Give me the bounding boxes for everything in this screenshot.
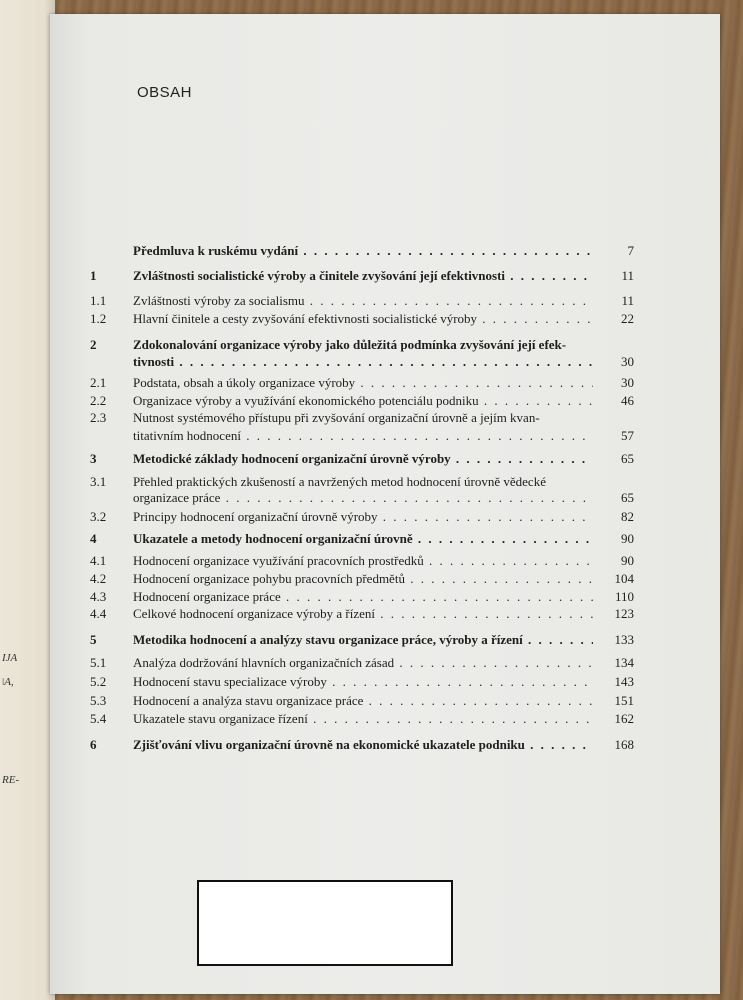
toc-page-number: 30 <box>621 354 634 369</box>
toc-title: Hodnocení stavu specializace výroby . . . <box>133 674 593 690</box>
toc-title: Celkové hodnocení organizace výroby a řízení . . . <box>133 606 593 622</box>
toc-page-number: 11 <box>621 268 634 283</box>
toc-number: 4.3 <box>90 589 107 604</box>
toc-number: 2.3 <box>90 410 107 425</box>
toc-number: 2.1 <box>90 375 107 390</box>
toc-page-number: 90 <box>621 531 634 546</box>
toc-number: 2.2 <box>90 393 107 408</box>
toc-number: 4.2 <box>90 571 107 586</box>
toc-page-number: 7 <box>627 243 634 258</box>
toc-number: 3.1 <box>90 474 107 489</box>
toc-number: 5.4 <box>90 711 107 726</box>
toc-page-number: 134 <box>614 655 634 670</box>
left-page-fragment: ǀA, <box>2 676 14 688</box>
toc-number: 1.1 <box>90 293 107 308</box>
toc-title: Analýza dodržování hlavních organizačních zásad . . . <box>133 655 593 671</box>
toc-number: 1.2 <box>90 311 107 326</box>
toc-title: Zdokonalování organizace výroby jako důležitá podmínka zvyšování její efek- <box>133 337 567 352</box>
toc-number: 5.1 <box>90 655 107 670</box>
toc-page-number: 46 <box>621 393 634 408</box>
toc-page-number: 65 <box>621 451 634 466</box>
toc-title: Podstata, obsah a úkoly organizace výroby . . . <box>133 375 593 391</box>
toc-title: Hodnocení a analýza stavu organizace práce . . . <box>133 693 593 709</box>
toc-page-number: 82 <box>621 509 634 524</box>
toc-title: Nutnost systémového přístupu při zvyšování organizační úrovně a jejím kvan- <box>133 410 540 425</box>
toc-title: Metodika hodnocení a analýzy stavu organizace práce, výroby a řízení . . . <box>133 632 593 648</box>
toc-title-line2: titativním hodnocení . . . <box>133 428 593 444</box>
toc-page-number: 57 <box>621 428 634 443</box>
toc-number: 3.2 <box>90 509 107 524</box>
toc-number: 2 <box>90 337 97 352</box>
toc-title: Principy hodnocení organizační úrovně výroby . . . <box>133 509 593 525</box>
toc-page-number: 110 <box>614 589 634 604</box>
toc-number: 5.2 <box>90 674 107 689</box>
toc-number: 3 <box>90 451 97 466</box>
toc-title: Ukazatele a metody hodnocení organizační úrovně . . . <box>133 531 593 547</box>
toc-number: 5 <box>90 632 97 647</box>
toc-page-number: 65 <box>621 490 634 505</box>
toc-title: Hodnocení organizace pohybu pracovních předmětů . . . <box>133 571 593 587</box>
toc-title: Zvláštnosti výroby za socialismu . . . <box>133 293 593 309</box>
toc-title: Ukazatele stavu organizace řízení . . . <box>133 711 593 727</box>
toc-page-number: 22 <box>621 311 634 326</box>
toc-page-number: 143 <box>614 674 634 689</box>
toc-page-number: 133 <box>614 632 634 647</box>
page-title: OBSAH <box>137 84 193 101</box>
toc-page-number: 151 <box>614 693 634 708</box>
redaction-box <box>197 880 453 966</box>
toc-title: Přehled praktických zkušeností a navržených metod hodnocení úrovně vědecké <box>133 474 546 489</box>
toc-number: 6 <box>90 737 97 752</box>
left-page-fragment: IJA <box>2 652 18 664</box>
toc-page-number: 168 <box>614 737 634 752</box>
toc-title: Hodnocení organizace práce . . . <box>133 589 593 605</box>
toc-title: Hlavní činitele a cesty zvyšování efektivnosti socialistické výroby . . . <box>133 311 593 327</box>
toc-title: Metodické základy hodnocení organizační úrovně výroby . . . <box>133 451 593 467</box>
toc-page-number: 104 <box>614 571 634 586</box>
toc-number: 4.4 <box>90 606 107 621</box>
toc-title-line2: tivnosti . . . <box>133 354 593 370</box>
toc-title: Organizace výroby a využívání ekonomického potenciálu podniku . . . <box>133 393 593 409</box>
toc-title: Zvláštnosti socialistické výroby a činitele zvyšování její efektivnosti . . . <box>133 268 593 284</box>
toc-number: 4 <box>90 531 97 546</box>
toc-page-number: 162 <box>614 711 634 726</box>
toc-page-number: 90 <box>621 553 634 568</box>
toc-title-line2: organizace práce . . . <box>133 490 593 506</box>
toc-title: Hodnocení organizace využívání pracovních prostředků . . . <box>133 553 593 569</box>
toc-page-number: 30 <box>621 375 634 390</box>
toc-number: 1 <box>90 268 97 283</box>
toc-number: 5.3 <box>90 693 107 708</box>
toc-title: Předmluva k ruskému vydání . . . <box>133 243 593 259</box>
toc-page-number: 123 <box>614 606 634 621</box>
toc-page-number: 11 <box>621 293 634 308</box>
left-page-fragment: RE- <box>2 774 20 786</box>
toc-title: Zjišťování vlivu organizační úrovně na ekonomické ukazatele podniku . . . <box>133 737 593 753</box>
toc-number: 4.1 <box>90 553 107 568</box>
left-page-edge <box>0 0 55 1000</box>
